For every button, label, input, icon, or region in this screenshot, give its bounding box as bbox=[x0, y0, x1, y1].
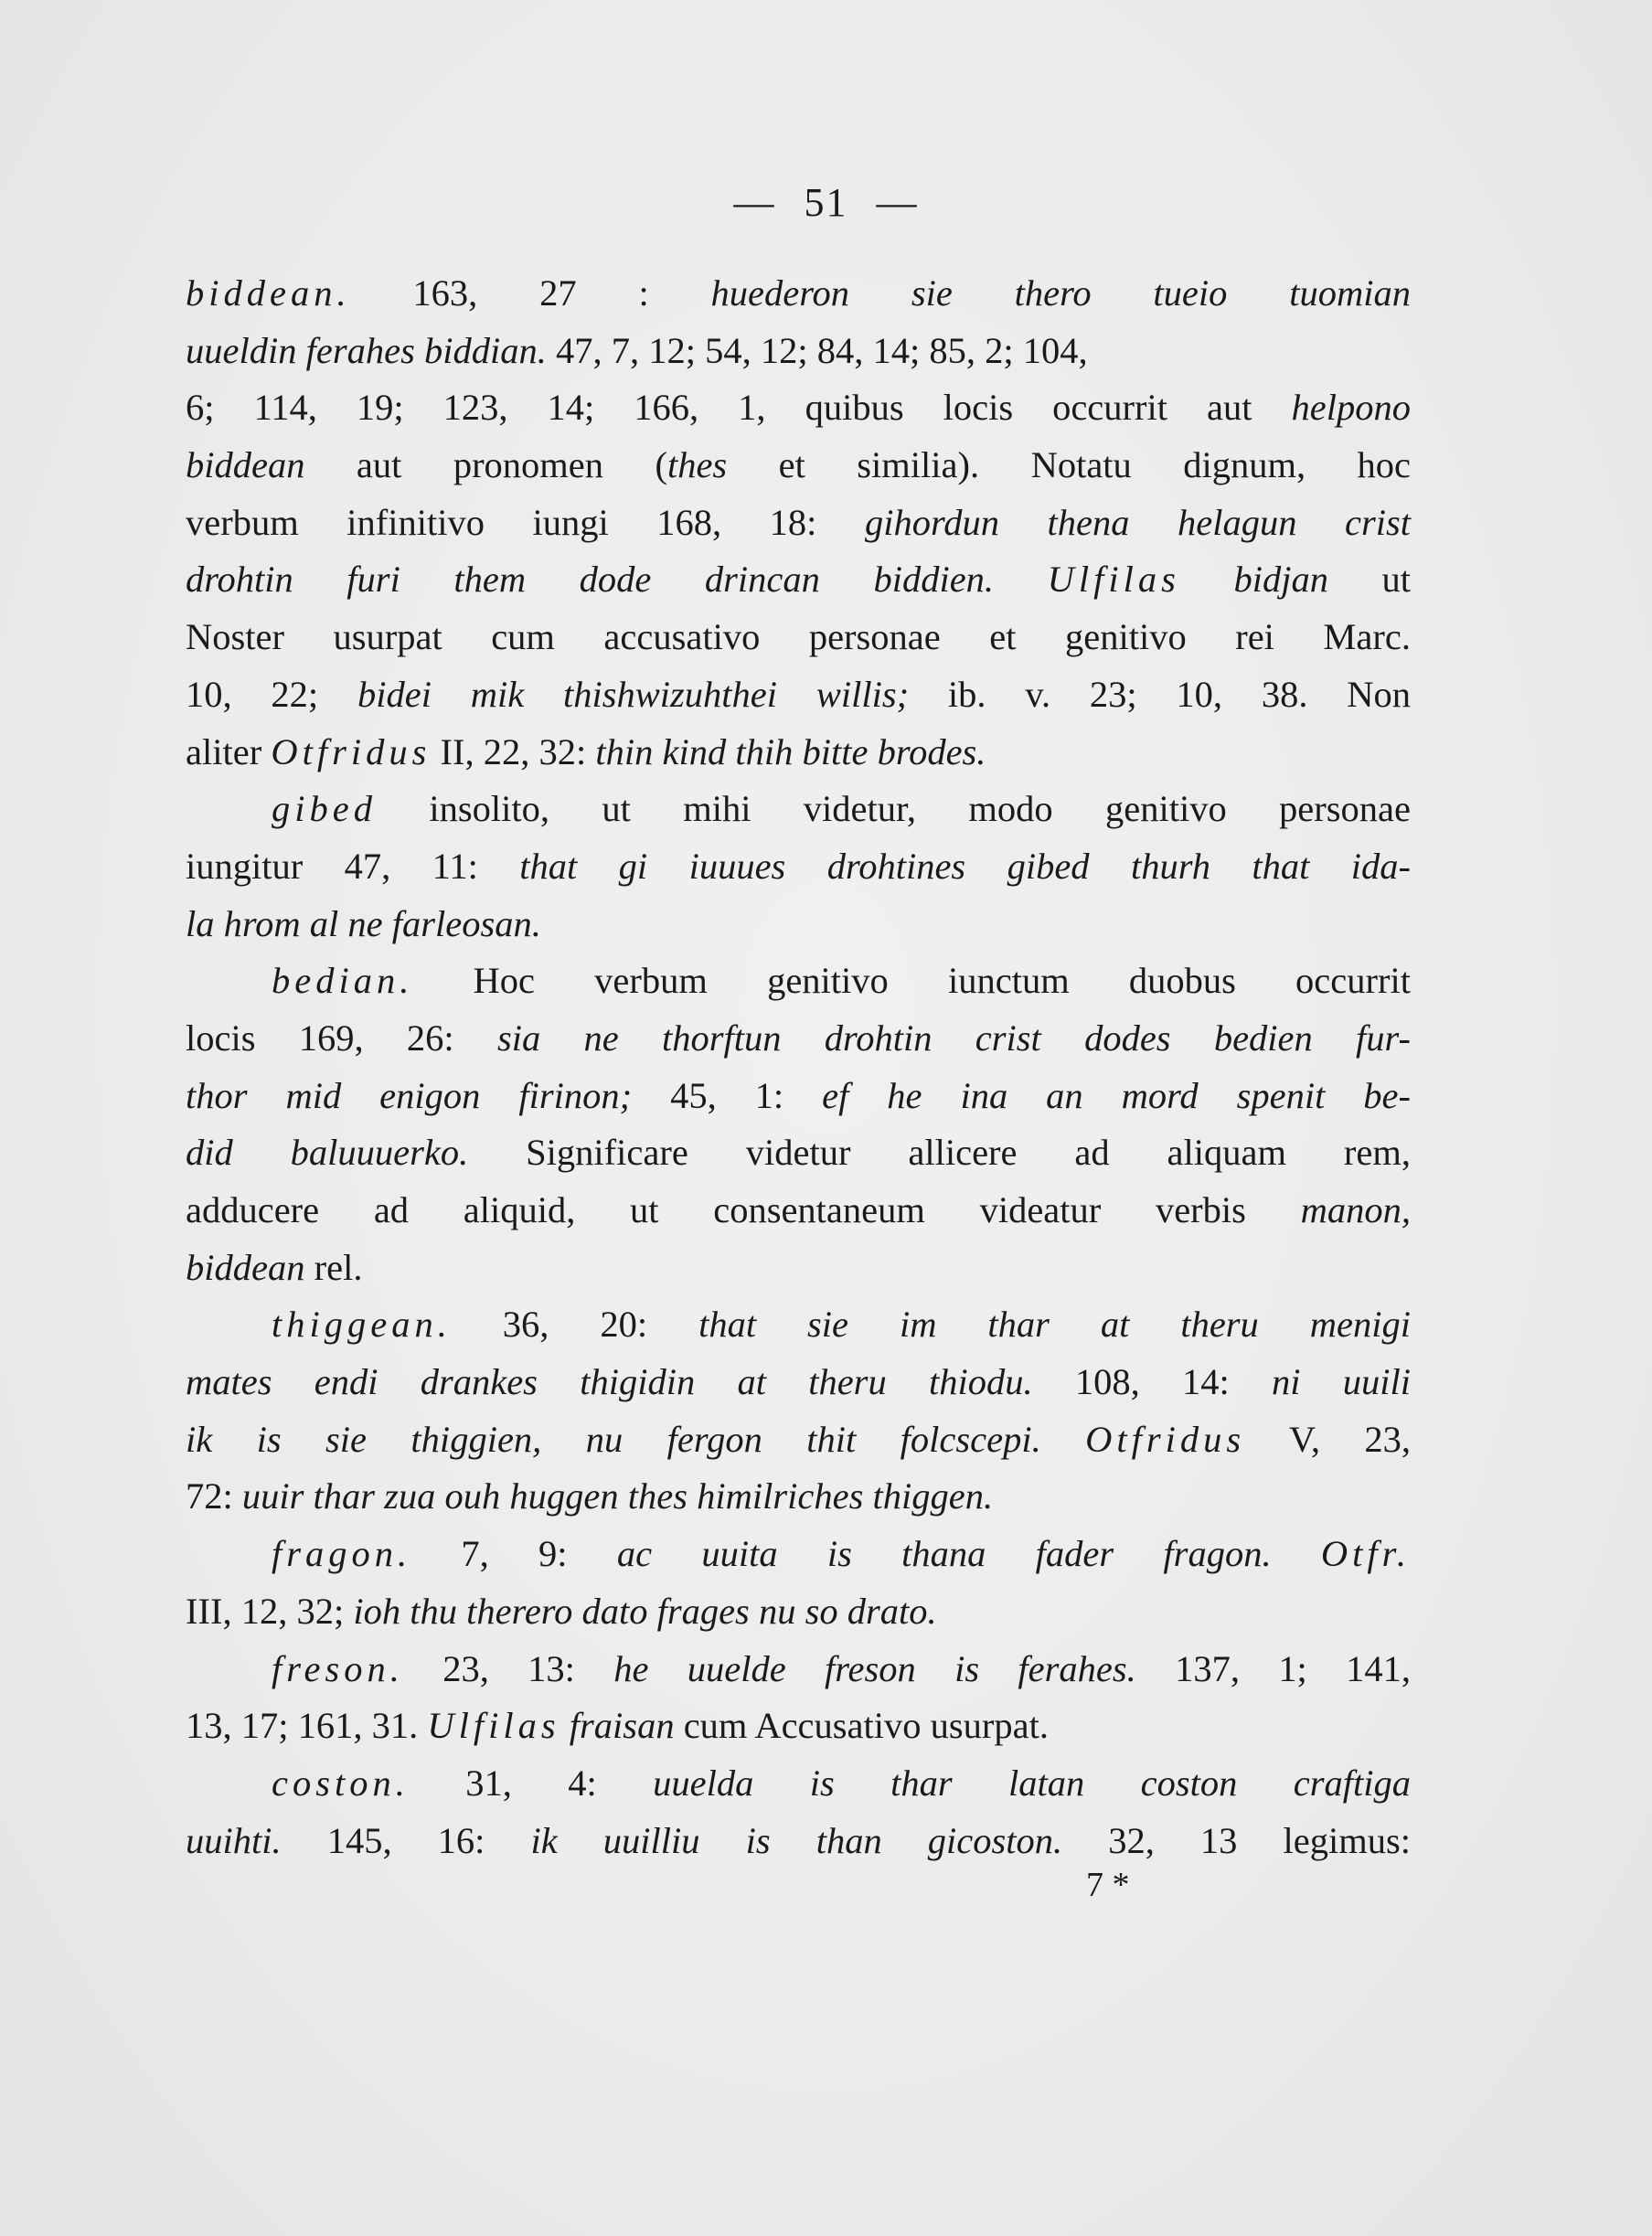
quotation-text: ioh thu therero dato frages nu so drato. bbox=[353, 1590, 937, 1632]
quotation-text: ac uuita is thana fader fragon. bbox=[616, 1533, 1272, 1575]
plain-text: 32, 13 legimus: bbox=[1062, 1819, 1411, 1861]
text-line bbox=[186, 1354, 1411, 1411]
quotation-text: he uuelde freson is ferahes. bbox=[613, 1647, 1136, 1689]
text-line bbox=[186, 896, 1411, 953]
plain-text: Significare videtur allicere ad aliquam rem, bbox=[468, 1132, 1411, 1174]
quotation-text: huederon sie thero tueio tuomian bbox=[710, 272, 1411, 314]
text-line bbox=[186, 1641, 1411, 1698]
quotation-text: la hrom al ne farleosan. bbox=[186, 902, 541, 944]
quotation-text: did baluuuerko. bbox=[186, 1132, 469, 1174]
lemma-word: Otfridus bbox=[271, 730, 432, 772]
text-line bbox=[186, 1526, 1411, 1583]
plain-text: ut bbox=[1327, 559, 1412, 601]
lemma-word: Ulfilas bbox=[427, 1705, 560, 1747]
text-line bbox=[186, 953, 1411, 1010]
plain-text: 145, 16: bbox=[281, 1819, 531, 1861]
plain-text: aut pronomen ( bbox=[304, 444, 667, 486]
text-line bbox=[186, 1813, 1411, 1870]
text-line bbox=[186, 838, 1411, 896]
plain-text: et similia). Notatu dignum, hoc bbox=[727, 444, 1412, 486]
plain-text: 31, 4: bbox=[409, 1762, 654, 1804]
plain-text: 7, 9: bbox=[411, 1533, 617, 1575]
text-line bbox=[186, 551, 1411, 609]
quotation-text: uuihti. bbox=[186, 1819, 282, 1861]
lemma-word: Otfr. bbox=[1320, 1533, 1412, 1575]
quotation-text: thor mid enigon firinon; bbox=[186, 1074, 633, 1116]
plain-text: Noster usurpat cum accusativo personae et genitivo rei Marc. bbox=[186, 616, 1411, 658]
quotation-text: mates endi drankes thigidin at theru thiodu. bbox=[186, 1361, 1033, 1403]
quotation-text: ni uuili bbox=[1271, 1361, 1411, 1403]
text-line bbox=[186, 1411, 1411, 1469]
plain-text: 6; 114, 19; 123, 14; 166, 1, quibus locis occurrit aut bbox=[186, 387, 1292, 429]
quotation-text: uuir thar zua ouh huggen thes himilriches thiggen. bbox=[241, 1475, 994, 1517]
lemma-word: bedian. bbox=[272, 960, 414, 1002]
text-line bbox=[186, 1468, 1411, 1526]
text-line bbox=[186, 1755, 1411, 1813]
lemma-word: thiggean. bbox=[272, 1304, 452, 1346]
text-line bbox=[186, 323, 1411, 380]
text-line bbox=[186, 1182, 1411, 1240]
text-line bbox=[186, 265, 1411, 323]
plain-text bbox=[1041, 1419, 1085, 1460]
quotation-text: manon, bbox=[1300, 1189, 1411, 1230]
plain-text: ib. v. 23; 10, 38. Non bbox=[909, 673, 1411, 715]
text-line bbox=[186, 1583, 1411, 1641]
quotation-text: ik uuilliu is than gicoston. bbox=[530, 1819, 1063, 1861]
text-line bbox=[186, 609, 1411, 666]
plain-text: 10, 22; bbox=[186, 673, 357, 715]
plain-text: 108, 14: bbox=[1032, 1361, 1272, 1403]
text-line bbox=[186, 1068, 1411, 1125]
lemma-word: fragon. bbox=[272, 1533, 412, 1575]
plain-text: verbum infinitivo iungi 168, 18: bbox=[186, 501, 865, 543]
lemma-word: Ulfilas bbox=[1047, 559, 1180, 601]
plain-text: 45, 1: bbox=[632, 1074, 823, 1116]
plain-text bbox=[1180, 559, 1234, 600]
text-line bbox=[186, 379, 1411, 437]
quotation-text: uuelda is thar latan coston craftiga bbox=[653, 1762, 1411, 1804]
quotation-text: fraisan bbox=[569, 1705, 675, 1747]
quotation-text: helpono bbox=[1291, 387, 1411, 429]
quotation-text: thes bbox=[666, 444, 728, 486]
plain-text: 137, 1; 141, bbox=[1135, 1647, 1411, 1689]
quotation-text: ef he ina an mord spenit be- bbox=[822, 1074, 1411, 1116]
plain-text: locis 169, 26: bbox=[186, 1017, 497, 1059]
plain-text: III, 12, 32; bbox=[186, 1590, 354, 1632]
text-line bbox=[186, 1010, 1411, 1068]
lemma-word: coston. bbox=[272, 1762, 410, 1804]
plain-text: 163, 27 : bbox=[350, 272, 711, 314]
plain-text bbox=[1272, 1533, 1321, 1574]
text-line bbox=[186, 1124, 1411, 1182]
text-line bbox=[186, 724, 1411, 782]
quotation-text: that gi iuuues drohtines gibed thurh that ida- bbox=[519, 845, 1411, 887]
lemma-word: gibed bbox=[272, 788, 377, 830]
text-line bbox=[186, 1240, 1411, 1297]
text-line bbox=[186, 437, 1411, 495]
plain-text: 36, 20: bbox=[451, 1304, 699, 1346]
lemma-word: biddean. bbox=[186, 272, 351, 314]
plain-text: adducere ad aliquid, ut consentaneum videatur verbis bbox=[186, 1189, 1301, 1230]
plain-text: rel. bbox=[304, 1246, 363, 1288]
page-number: — 51 — bbox=[733, 180, 919, 225]
plain-text bbox=[560, 1705, 570, 1746]
plain-text: iungitur 47, 11: bbox=[186, 845, 520, 887]
text-line bbox=[186, 666, 1411, 724]
quotation-text: drohtin furi them dode drincan biddien. bbox=[186, 559, 995, 601]
plain-text: V, 23, bbox=[1245, 1418, 1412, 1460]
plain-text: 13, 17; 161, 31. bbox=[186, 1705, 428, 1747]
quotation-text: uueldin ferahes biddian. bbox=[186, 329, 547, 371]
text-line bbox=[186, 495, 1411, 552]
quotation-text: biddean bbox=[186, 1246, 305, 1288]
quotation-text: bidei mik thishwizuhthei willis; bbox=[357, 673, 910, 715]
plain-text: 72: bbox=[186, 1475, 242, 1517]
quotation-text: that sie im thar at theru menigi bbox=[698, 1304, 1411, 1346]
text-line bbox=[186, 1698, 1411, 1755]
quotation-text: gihordun thena helagun crist bbox=[864, 501, 1411, 543]
plain-text: II, 22, 32: bbox=[431, 730, 596, 772]
lemma-word: Otfridus bbox=[1085, 1418, 1246, 1460]
plain-text: cum Accusativo usurpat. bbox=[674, 1705, 1049, 1747]
body-text bbox=[186, 265, 1411, 1869]
plain-text: aliter bbox=[186, 730, 272, 772]
lemma-word: freson. bbox=[272, 1647, 404, 1689]
signature-mark: 7 * bbox=[1086, 1866, 1130, 1904]
plain-text: 23, 13: bbox=[403, 1647, 614, 1689]
quotation-text: biddean bbox=[186, 444, 305, 486]
quotation-text: ik is sie thiggien, nu fergon thit folcscepi. bbox=[186, 1418, 1041, 1460]
quotation-text: bidjan bbox=[1233, 559, 1328, 601]
quotation-text: sia ne thorftun drohtin crist dodes bedien fur- bbox=[496, 1017, 1411, 1059]
plain-text bbox=[994, 559, 1048, 600]
plain-text: Hoc verbum genitivo iunctum duobus occurrit bbox=[413, 960, 1411, 1002]
plain-text: insolito, ut mihi videtur, modo genitivo personae bbox=[376, 788, 1411, 830]
plain-text: 47, 7, 12; 54, 12; 84, 14; 85, 2; 104, bbox=[546, 329, 1088, 371]
text-line bbox=[186, 781, 1411, 838]
text-line bbox=[186, 1296, 1411, 1354]
quotation-text: thin kind thih bitte brodes. bbox=[595, 730, 986, 772]
